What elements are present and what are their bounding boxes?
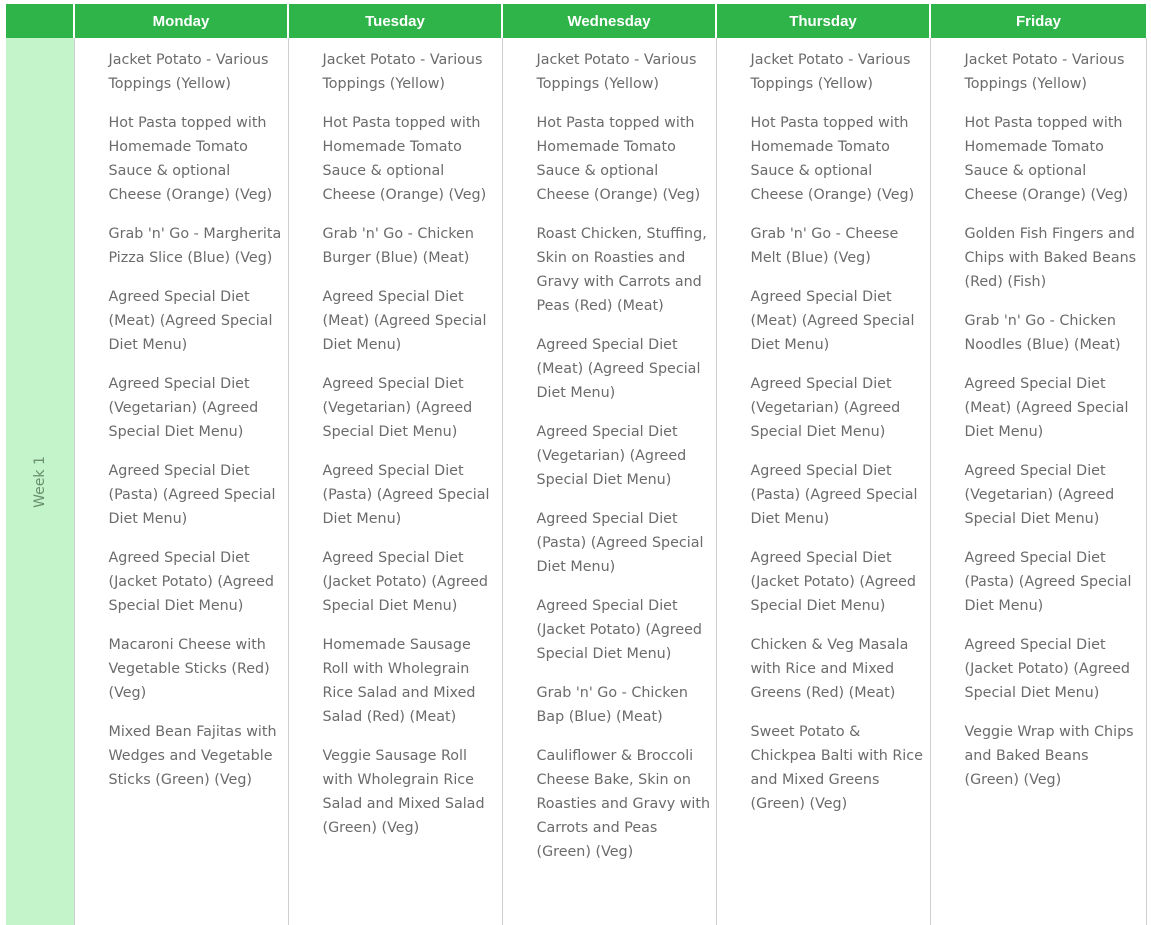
meal-item: Agreed Special Diet (Pasta) (Agreed Special Diet Menu): [108, 463, 276, 527]
meal-item: Macaroni Cheese with Vegetable Sticks (Red) (Veg): [108, 637, 270, 701]
meal-item: Sweet Potato & Chickpea Balti with Rice and Mixed Greens (Green) (Veg): [750, 724, 923, 812]
header-corner: [6, 4, 74, 38]
meal-item: Hot Pasta topped with Homemade Tomato Sauce & optional Cheese (Orange) (Veg): [322, 115, 487, 203]
day-column-thursday: [716, 38, 930, 925]
meal-item: Golden Fish Fingers and Chips with Baked Beans (Red) (Fish): [964, 226, 1137, 290]
meal-item: Grab 'n' Go - Cheese Melt (Blue) (Veg): [750, 226, 899, 266]
meal-item: Agreed Special Diet (Pasta) (Agreed Special Diet Menu): [536, 511, 704, 575]
meal-item: Agreed Special Diet (Jacket Potato) (Agreed Special Diet Menu): [964, 637, 1130, 701]
meal-item: Agreed Special Diet (Jacket Potato) (Agreed Special Diet Menu): [322, 550, 488, 614]
meal-item: Agreed Special Diet (Jacket Potato) (Agreed Special Diet Menu): [750, 550, 916, 614]
meal-item: Jacket Potato - Various Toppings (Yellow): [322, 52, 483, 92]
week-cell: [6, 38, 74, 925]
day-header-thursday: Thursday: [716, 4, 930, 38]
meal-item: Veggie Wrap with Chips and Baked Beans (Green) (Veg): [964, 724, 1134, 788]
meal-item: Jacket Potato - Various Toppings (Yellow): [108, 52, 269, 92]
day-header-tuesday: Tuesday: [288, 4, 502, 38]
meal-item: Jacket Potato - Various Toppings (Yellow): [536, 52, 697, 92]
meal-item: Agreed Special Diet (Jacket Potato) (Agreed Special Diet Menu): [108, 550, 274, 614]
meal-item: Agreed Special Diet (Vegetarian) (Agreed Special Diet Menu): [750, 376, 901, 440]
meal-item: Agreed Special Diet (Jacket Potato) (Agreed Special Diet Menu): [536, 598, 702, 662]
day-column-tuesday: [288, 38, 502, 925]
meal-item: Chicken & Veg Masala with Rice and Mixed Greens (Red) (Meat): [750, 637, 909, 701]
week-row: [6, 38, 1146, 925]
meal-item: Agreed Special Diet (Meat) (Agreed Special Diet Menu): [964, 376, 1129, 440]
meal-item: Jacket Potato - Various Toppings (Yellow): [750, 52, 911, 92]
meal-item: Agreed Special Diet (Meat) (Agreed Special Diet Menu): [322, 289, 487, 353]
meal-item: Mixed Bean Fajitas with Wedges and Vegetable Sticks (Green) (Veg): [108, 724, 277, 788]
meal-item: Hot Pasta topped with Homemade Tomato Sauce & optional Cheese (Orange) (Veg): [964, 115, 1129, 203]
day-header-wednesday: Wednesday: [502, 4, 716, 38]
meal-item: Jacket Potato - Various Toppings (Yellow): [964, 52, 1125, 92]
meal-item: Grab 'n' Go - Chicken Noodles (Blue) (Meat): [964, 313, 1121, 353]
meal-item: Cauliflower & Broccoli Cheese Bake, Skin on Roasties and Gravy with Carrots and Peas (Green) (Veg): [536, 748, 711, 860]
meal-item: Hot Pasta topped with Homemade Tomato Sauce & optional Cheese (Orange) (Veg): [750, 115, 915, 203]
meal-item: Grab 'n' Go - Chicken Burger (Blue) (Meat): [322, 226, 474, 266]
meal-item: Agreed Special Diet (Pasta) (Agreed Special Diet Menu): [322, 463, 490, 527]
meal-item: Agreed Special Diet (Vegetarian) (Agreed Special Diet Menu): [536, 424, 687, 488]
day-column-friday: [930, 38, 1146, 925]
meal-item: Agreed Special Diet (Pasta) (Agreed Special Diet Menu): [750, 463, 918, 527]
meal-item: Hot Pasta topped with Homemade Tomato Sauce & optional Cheese (Orange) (Veg): [536, 115, 701, 203]
meal-item: Agreed Special Diet (Meat) (Agreed Special Diet Menu): [108, 289, 273, 353]
meal-item: Veggie Sausage Roll with Wholegrain Rice Salad and Mixed Salad (Green) (Veg): [322, 748, 485, 836]
meal-item: Agreed Special Diet (Vegetarian) (Agreed Special Diet Menu): [322, 376, 473, 440]
day-header-monday: Monday: [74, 4, 288, 38]
day-column-monday: [74, 38, 288, 925]
meal-item: Grab 'n' Go - Chicken Bap (Blue) (Meat): [536, 685, 688, 725]
meal-item: Agreed Special Diet (Meat) (Agreed Special Diet Menu): [536, 337, 701, 401]
meal-item: Roast Chicken, Stuffing, Skin on Roasties and Gravy with Carrots and Peas (Red) (Meat): [536, 226, 707, 314]
meal-item: Grab 'n' Go - Margherita Pizza Slice (Blue) (Veg): [108, 226, 282, 266]
meal-item: Agreed Special Diet (Pasta) (Agreed Special Diet Menu): [964, 550, 1132, 614]
meal-item: Hot Pasta topped with Homemade Tomato Sauce & optional Cheese (Orange) (Veg): [108, 115, 273, 203]
header-row: [6, 4, 1146, 38]
meal-item: Agreed Special Diet (Vegetarian) (Agreed Special Diet Menu): [108, 376, 259, 440]
day-column-wednesday: [502, 38, 716, 925]
day-header-friday: Friday: [930, 4, 1146, 38]
meal-item: Homemade Sausage Roll with Wholegrain Rice Salad and Mixed Salad (Red) (Meat): [322, 637, 476, 725]
meal-item: Agreed Special Diet (Meat) (Agreed Special Diet Menu): [750, 289, 915, 353]
week-label: Week 1: [31, 455, 48, 508]
menu-table: [6, 4, 1147, 925]
meal-item: Agreed Special Diet (Vegetarian) (Agreed Special Diet Menu): [964, 463, 1115, 527]
